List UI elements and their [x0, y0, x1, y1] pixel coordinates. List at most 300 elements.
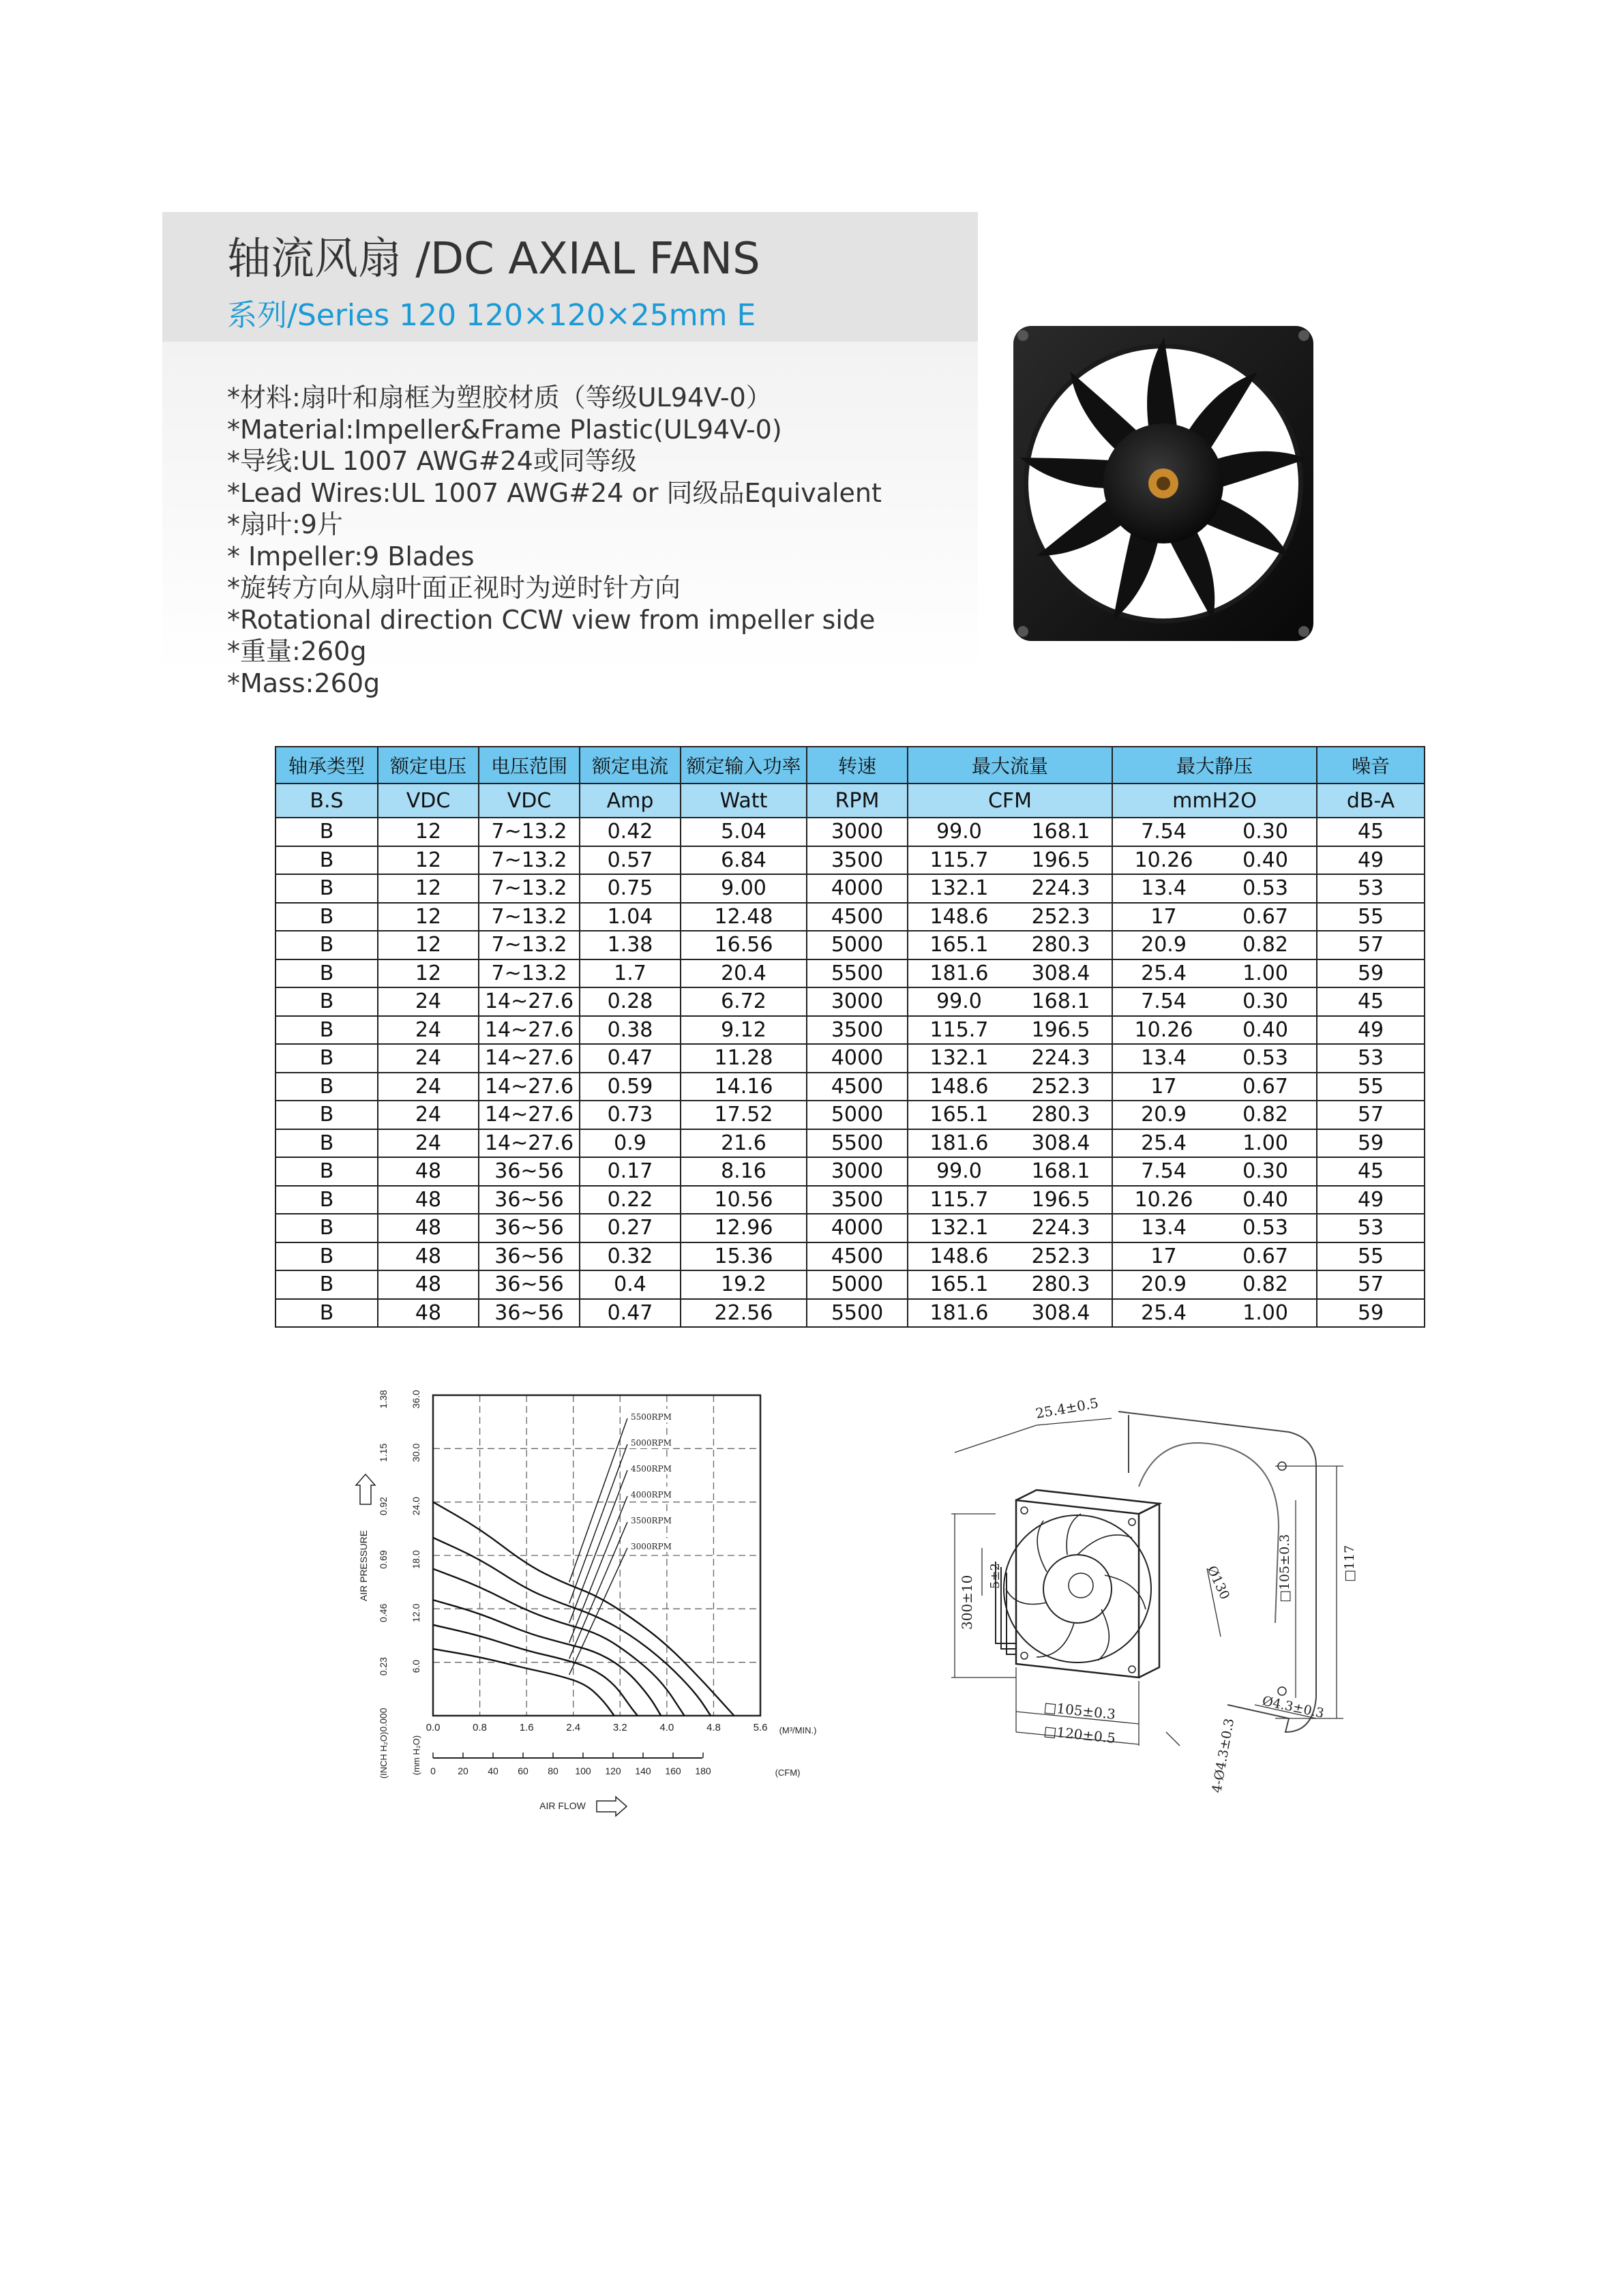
table-cell: B	[276, 1242, 378, 1271]
table-cell: B	[276, 1044, 378, 1073]
table-cell: 19.2	[681, 1270, 807, 1299]
table-cell: 0.40	[1215, 1016, 1317, 1045]
table-cell: B	[276, 959, 378, 988]
table-row	[276, 1270, 1425, 1299]
table-cell: 49	[1317, 1186, 1425, 1214]
dim-label: 300±10	[959, 1575, 975, 1630]
table-cell: 14~27.6	[479, 1101, 580, 1129]
table-cell: 12	[378, 846, 479, 875]
table-row	[276, 874, 1425, 903]
y2-tick-label: 0.46	[378, 1603, 389, 1622]
spec-item: *Rotational direction CCW view from impeller side	[227, 604, 876, 635]
table-cell: 4500	[807, 903, 908, 931]
table-row	[276, 1129, 1425, 1158]
table-cell: 0.53	[1215, 1044, 1317, 1073]
table-cell: 132.1	[908, 1214, 1010, 1242]
table-row	[276, 1242, 1425, 1271]
table-cell: 181.6	[908, 1299, 1010, 1328]
table-cell: 196.5	[1010, 1016, 1112, 1045]
table-cell: B	[276, 1270, 378, 1299]
table-cell: 5500	[807, 1299, 908, 1328]
table-cell: 0.67	[1215, 1073, 1317, 1101]
table-cell: 0.38	[580, 1016, 681, 1045]
table-cell: B	[276, 874, 378, 903]
dim-label: Ø130	[1204, 1563, 1233, 1602]
table-cell: 7~13.2	[479, 846, 580, 875]
table-cell: 4000	[807, 1044, 908, 1073]
table-cell: 0.4	[580, 1270, 681, 1299]
spec-item: *旋转方向从扇叶面正视时为逆时针方向	[227, 573, 681, 603]
spec-item: *重量:260g	[227, 636, 367, 666]
table-cell: 4500	[807, 1242, 908, 1271]
table-cell: 22.56	[681, 1299, 807, 1328]
table-cell: 308.4	[1010, 1299, 1112, 1328]
dim-label: □105±0.3	[1043, 1699, 1117, 1723]
table-cell: 4000	[807, 1214, 908, 1242]
table-cell: 0.57	[580, 846, 681, 875]
table-cell: 48	[378, 1214, 479, 1242]
table-cell: 0.67	[1215, 1242, 1317, 1271]
table-cell: 13.4	[1112, 1044, 1215, 1073]
table-cell: 24	[378, 1044, 479, 1073]
table-cell: 12	[378, 874, 479, 903]
table-cell: 0.59	[580, 1073, 681, 1101]
table-cell: 14~27.6	[479, 1129, 580, 1158]
table-cell: 36~56	[479, 1270, 580, 1299]
dim-label: □117	[1342, 1545, 1357, 1582]
fan-frame	[1016, 1500, 1139, 1678]
table-cell: 308.4	[1010, 1129, 1112, 1158]
spec-table	[275, 746, 1425, 1328]
fan-photo-svg	[1012, 325, 1315, 642]
series-label: 3500RPM	[631, 1516, 672, 1525]
header-cell: Watt	[681, 784, 807, 818]
header-cell: 电压范围	[479, 747, 580, 784]
table-cell: 55	[1317, 1073, 1425, 1101]
table-cell: 9.00	[681, 874, 807, 903]
table-cell: 13.4	[1112, 874, 1215, 903]
table-cell: 115.7	[908, 1186, 1010, 1214]
header-cell: 最大流量	[908, 747, 1112, 784]
table-row	[276, 1044, 1425, 1073]
series-leader	[569, 1496, 627, 1643]
table-cell: 99.0	[908, 1157, 1010, 1186]
table-cell: 4000	[807, 874, 908, 903]
spec-item: *Lead Wires:UL 1007 AWG#24 or 同级品Equivalent	[227, 477, 882, 508]
table-cell: 57	[1317, 1270, 1425, 1299]
dim-label: Ø4.3±0.3	[1260, 1693, 1326, 1722]
table-cell: 36~56	[479, 1186, 580, 1214]
x2-unit-label: (CFM)	[775, 1768, 801, 1778]
table-header-zh	[276, 747, 1425, 784]
table-cell: 181.6	[908, 1129, 1010, 1158]
table-cell: 25.4	[1112, 959, 1215, 988]
table-cell: 0.82	[1215, 931, 1317, 959]
fan-photo	[1012, 325, 1315, 642]
table-cell: 49	[1317, 846, 1425, 875]
table-cell: 165.1	[908, 931, 1010, 959]
x-tick-label: 5.6	[753, 1722, 768, 1733]
table-cell: 24	[378, 1129, 479, 1158]
table-cell: 17	[1112, 1073, 1215, 1101]
table-cell: 24	[378, 1016, 479, 1045]
table-cell: 57	[1317, 931, 1425, 959]
header-cell: mmH2O	[1112, 784, 1317, 818]
table-cell: B	[276, 1073, 378, 1101]
lead-wire	[1001, 1567, 1016, 1649]
table-cell: 0.40	[1215, 1186, 1317, 1214]
table-cell: 132.1	[908, 874, 1010, 903]
table-cell: 20.9	[1112, 1101, 1215, 1129]
series-leader	[569, 1548, 627, 1675]
table-cell: 7.54	[1112, 987, 1215, 1016]
table-cell: 20.9	[1112, 1270, 1215, 1299]
table-cell: 25.4	[1112, 1129, 1215, 1158]
table-cell: 132.1	[908, 1044, 1010, 1073]
header-cell: 转速	[807, 747, 908, 784]
y-tick-label: 6.0	[411, 1659, 421, 1673]
table-cell: 14~27.6	[479, 1073, 580, 1101]
spec-item: * Impeller:9 Blades	[227, 541, 475, 571]
table-cell: 17	[1112, 903, 1215, 931]
table-cell: 53	[1317, 1214, 1425, 1242]
table-row	[276, 1214, 1425, 1242]
table-cell: 3500	[807, 1186, 908, 1214]
table-cell: 3500	[807, 846, 908, 875]
table-cell: 168.1	[1010, 1157, 1112, 1186]
table-cell: 1.04	[580, 903, 681, 931]
y-tick-label: 36.0	[411, 1390, 421, 1409]
table-cell: B	[276, 987, 378, 1016]
table-cell: 1.00	[1215, 1129, 1317, 1158]
table-cell: 168.1	[1010, 987, 1112, 1016]
table-cell: 280.3	[1010, 1270, 1112, 1299]
fan-frame-side	[1139, 1504, 1159, 1678]
spec-item: *Mass:260g	[227, 668, 381, 698]
table-cell: 224.3	[1010, 1044, 1112, 1073]
table-cell: 9.12	[681, 1016, 807, 1045]
table-cell: 24	[378, 987, 479, 1016]
header-cell: 最大静压	[1112, 747, 1317, 784]
table-cell: 0.82	[1215, 1101, 1317, 1129]
table-cell: 99.0	[908, 987, 1010, 1016]
table-cell: 0.32	[580, 1242, 681, 1271]
table-cell: 4500	[807, 1073, 908, 1101]
table-cell: 3000	[807, 818, 908, 846]
y-tick-label: 12.0	[411, 1603, 421, 1622]
x2-tick-label: 20	[458, 1765, 468, 1776]
arrow-right-icon	[597, 1797, 627, 1816]
table-cell: 0.47	[580, 1299, 681, 1328]
dimension-drawing	[934, 1391, 1371, 1800]
table-cell: B	[276, 1157, 378, 1186]
table-cell: B	[276, 1016, 378, 1045]
table-cell: 12	[378, 959, 479, 988]
x2-tick-label: 40	[488, 1765, 498, 1776]
header-cell: Amp	[580, 784, 681, 818]
table-cell: 8.16	[681, 1157, 807, 1186]
table-cell: 7~13.2	[479, 903, 580, 931]
dim-label: 4-Ø4.3±0.3	[1209, 1717, 1238, 1794]
table-cell: 55	[1317, 903, 1425, 931]
table-row	[276, 1101, 1425, 1129]
table-cell: 5000	[807, 931, 908, 959]
table-cell: 115.7	[908, 1016, 1010, 1045]
page-title: 轴流风扇 /DC AXIAL FANS	[227, 234, 760, 284]
dim-label: 25.4±0.5	[1034, 1395, 1100, 1422]
table-cell: 36~56	[479, 1157, 580, 1186]
table-cell: B	[276, 931, 378, 959]
table-cell: 24	[378, 1073, 479, 1101]
table-cell: 12.96	[681, 1214, 807, 1242]
header-cell: dB-A	[1317, 784, 1425, 818]
series-curve-3000rpm	[433, 1649, 614, 1716]
table-cell: B	[276, 846, 378, 875]
table-cell: 3000	[807, 1157, 908, 1186]
table-cell: 53	[1317, 874, 1425, 903]
spec-item: *材料:扇叶和扇框为塑胶材质（等级UL94V-0）	[227, 383, 772, 413]
table-cell: 0.73	[580, 1101, 681, 1129]
table-row	[276, 1073, 1425, 1101]
table-cell: 0.53	[1215, 874, 1317, 903]
series-label: 5000RPM	[631, 1438, 672, 1448]
x2-tick-label: 0	[430, 1765, 436, 1776]
table-cell: 59	[1317, 959, 1425, 988]
table-cell: 36~56	[479, 1214, 580, 1242]
series-label: 5500RPM	[631, 1412, 672, 1422]
header-cell: RPM	[807, 784, 908, 818]
series-leader	[569, 1418, 627, 1582]
table-row	[276, 987, 1425, 1016]
table-row	[276, 959, 1425, 988]
header-cell: CFM	[908, 784, 1112, 818]
table-cell: 0.75	[580, 874, 681, 903]
header-cell: 噪音	[1317, 747, 1425, 784]
performance-curve-svg	[355, 1368, 817, 1845]
table-cell: 3000	[807, 987, 908, 1016]
table-cell: 196.5	[1010, 1186, 1112, 1214]
table-cell: 252.3	[1010, 1073, 1112, 1101]
table-cell: 15.36	[681, 1242, 807, 1271]
table-body	[276, 818, 1425, 1327]
x-tick-label: 0.8	[473, 1722, 488, 1733]
x2-tick-label: 60	[518, 1765, 528, 1776]
table-cell: 252.3	[1010, 1242, 1112, 1271]
table-cell: 21.6	[681, 1129, 807, 1158]
table-cell: B	[276, 1214, 378, 1242]
series-leader	[569, 1470, 627, 1623]
table-cell: 99.0	[908, 818, 1010, 846]
table-cell: 7.54	[1112, 818, 1215, 846]
y-tick-label: 30.0	[411, 1443, 421, 1462]
y2-tick-label: 0.000	[378, 1708, 389, 1732]
table-header-en	[276, 784, 1425, 818]
table-cell: 14~27.6	[479, 1016, 580, 1045]
table-cell: 59	[1317, 1299, 1425, 1328]
table-cell: 36~56	[479, 1242, 580, 1271]
dimension-drawing-svg	[934, 1391, 1371, 1800]
table-cell: 0.42	[580, 818, 681, 846]
table-cell: 308.4	[1010, 959, 1112, 988]
table-cell: 5000	[807, 1101, 908, 1129]
series-label: 4500RPM	[631, 1464, 672, 1474]
table-cell: 0.22	[580, 1186, 681, 1214]
table-cell: 280.3	[1010, 931, 1112, 959]
table-cell: 0.30	[1215, 1157, 1317, 1186]
table-cell: 24	[378, 1101, 479, 1129]
table-cell: 17	[1112, 1242, 1215, 1271]
table-cell: 49	[1317, 1016, 1425, 1045]
table-cell: 148.6	[908, 903, 1010, 931]
x-unit-label: (M³/MIN.)	[779, 1725, 817, 1735]
table-cell: 13.4	[1112, 1214, 1215, 1242]
table-cell: 17.52	[681, 1101, 807, 1129]
y2-tick-label: 0.69	[378, 1550, 389, 1569]
y2-tick-label: 0.92	[378, 1497, 389, 1516]
dim-label: □120±0.5	[1043, 1723, 1117, 1747]
table-cell: 0.40	[1215, 846, 1317, 875]
series-leader	[569, 1444, 627, 1604]
y-tick-label: 24.0	[411, 1497, 421, 1516]
table-cell: 48	[378, 1157, 479, 1186]
table-cell: 57	[1317, 1101, 1425, 1129]
x2-tick-label: 100	[575, 1765, 591, 1776]
table-cell: 0.53	[1215, 1214, 1317, 1242]
table-cell: B	[276, 903, 378, 931]
table-cell: 53	[1317, 1044, 1425, 1073]
header-cell: 额定电流	[580, 747, 681, 784]
table-cell: 12.48	[681, 903, 807, 931]
table-cell: 36~56	[479, 1299, 580, 1328]
table-cell: 3500	[807, 1016, 908, 1045]
series-leader	[569, 1522, 627, 1658]
table-cell: 224.3	[1010, 874, 1112, 903]
table-cell: 0.27	[580, 1214, 681, 1242]
x-tick-label: 1.6	[519, 1722, 534, 1733]
table-cell: 1.00	[1215, 1299, 1317, 1328]
table-cell: B	[276, 1101, 378, 1129]
x2-tick-label: 180	[695, 1765, 711, 1776]
table-row	[276, 903, 1425, 931]
table-cell: 1.00	[1215, 959, 1317, 988]
header-cell: VDC	[479, 784, 580, 818]
table-cell: 0.30	[1215, 987, 1317, 1016]
table-cell: 168.1	[1010, 818, 1112, 846]
table-cell: 16.56	[681, 931, 807, 959]
table-cell: 6.72	[681, 987, 807, 1016]
x-tick-label: 2.4	[566, 1722, 581, 1733]
table-cell: 0.9	[580, 1129, 681, 1158]
table-cell: 48	[378, 1186, 479, 1214]
table-cell: 25.4	[1112, 1299, 1215, 1328]
table-cell: 1.38	[580, 931, 681, 959]
table-cell: 48	[378, 1270, 479, 1299]
table-cell: B	[276, 1186, 378, 1214]
table-cell: 48	[378, 1242, 479, 1271]
table-row	[276, 818, 1425, 846]
table-cell: 10.26	[1112, 1186, 1215, 1214]
table-cell: 165.1	[908, 1270, 1010, 1299]
table-cell: 165.1	[908, 1101, 1010, 1129]
table-cell: 5500	[807, 1129, 908, 1158]
table-cell: 7~13.2	[479, 959, 580, 988]
table-cell: 6.84	[681, 846, 807, 875]
performance-curve	[355, 1368, 817, 1845]
header-cell: B.S	[276, 784, 378, 818]
header-cell: 轴承类型	[276, 747, 378, 784]
table-cell: 12	[378, 903, 479, 931]
table-cell: B	[276, 1129, 378, 1158]
x-tick-label: 4.8	[706, 1722, 721, 1733]
table-cell: 7.54	[1112, 1157, 1215, 1186]
table-cell: 7~13.2	[479, 874, 580, 903]
table-cell: B	[276, 1299, 378, 1328]
table-cell: B	[276, 818, 378, 846]
header-cell: 额定电压	[378, 747, 479, 784]
y-tick-label: 18.0	[411, 1550, 421, 1569]
table-cell: 148.6	[908, 1242, 1010, 1271]
table-cell: 12	[378, 931, 479, 959]
table-cell: 48	[378, 1299, 479, 1328]
table-cell: 45	[1317, 818, 1425, 846]
table-cell: 10.26	[1112, 846, 1215, 875]
y2-tick-label: 1.38	[378, 1390, 389, 1409]
spec-item: *导线:UL 1007 AWG#24或同等级	[227, 446, 637, 476]
x-axis-title: AIR FLOW	[539, 1800, 586, 1811]
series-label: 3000RPM	[631, 1542, 672, 1551]
table-cell: 5000	[807, 1270, 908, 1299]
table-cell: 148.6	[908, 1073, 1010, 1101]
table-cell: 280.3	[1010, 1101, 1112, 1129]
table-row	[276, 1186, 1425, 1214]
table-cell: 14~27.6	[479, 1044, 580, 1073]
table-cell: 1.7	[580, 959, 681, 988]
x-tick-label: 4.0	[659, 1722, 674, 1733]
arrow-up-icon	[356, 1474, 375, 1504]
table-cell: 252.3	[1010, 903, 1112, 931]
series-subtitle: 系列/Series 120 120×120×25mm E	[227, 298, 756, 333]
table-row	[276, 931, 1425, 959]
table-row	[276, 1157, 1425, 1186]
table-row	[276, 846, 1425, 875]
table-cell: 10.26	[1112, 1016, 1215, 1045]
x-tick-label: 3.2	[612, 1722, 627, 1733]
table-cell: 59	[1317, 1129, 1425, 1158]
x2-tick-label: 160	[665, 1765, 681, 1776]
y2-tick-label: 1.15	[378, 1443, 389, 1462]
table-cell: 5.04	[681, 818, 807, 846]
x2-tick-label: 140	[635, 1765, 651, 1776]
table-cell: 45	[1317, 1157, 1425, 1186]
x2-tick-label: 80	[548, 1765, 559, 1776]
table-cell: 181.6	[908, 959, 1010, 988]
table-cell: 10.56	[681, 1186, 807, 1214]
table-cell: 0.30	[1215, 818, 1317, 846]
dim-label: 5±2	[988, 1563, 1002, 1589]
table-cell: 0.17	[580, 1157, 681, 1186]
table-cell: 7~13.2	[479, 818, 580, 846]
y-axis-title: AIR PRESSURE	[358, 1530, 369, 1602]
spec-list	[227, 382, 882, 699]
series-label: 4000RPM	[631, 1490, 672, 1500]
table-cell: 12	[378, 818, 479, 846]
table-cell: 14.16	[681, 1073, 807, 1101]
table-cell: 0.67	[1215, 903, 1317, 931]
table-cell: 55	[1317, 1242, 1425, 1271]
header-cell: VDC	[378, 784, 479, 818]
table-cell: 115.7	[908, 846, 1010, 875]
dim-label: □105±0.3	[1277, 1534, 1292, 1602]
